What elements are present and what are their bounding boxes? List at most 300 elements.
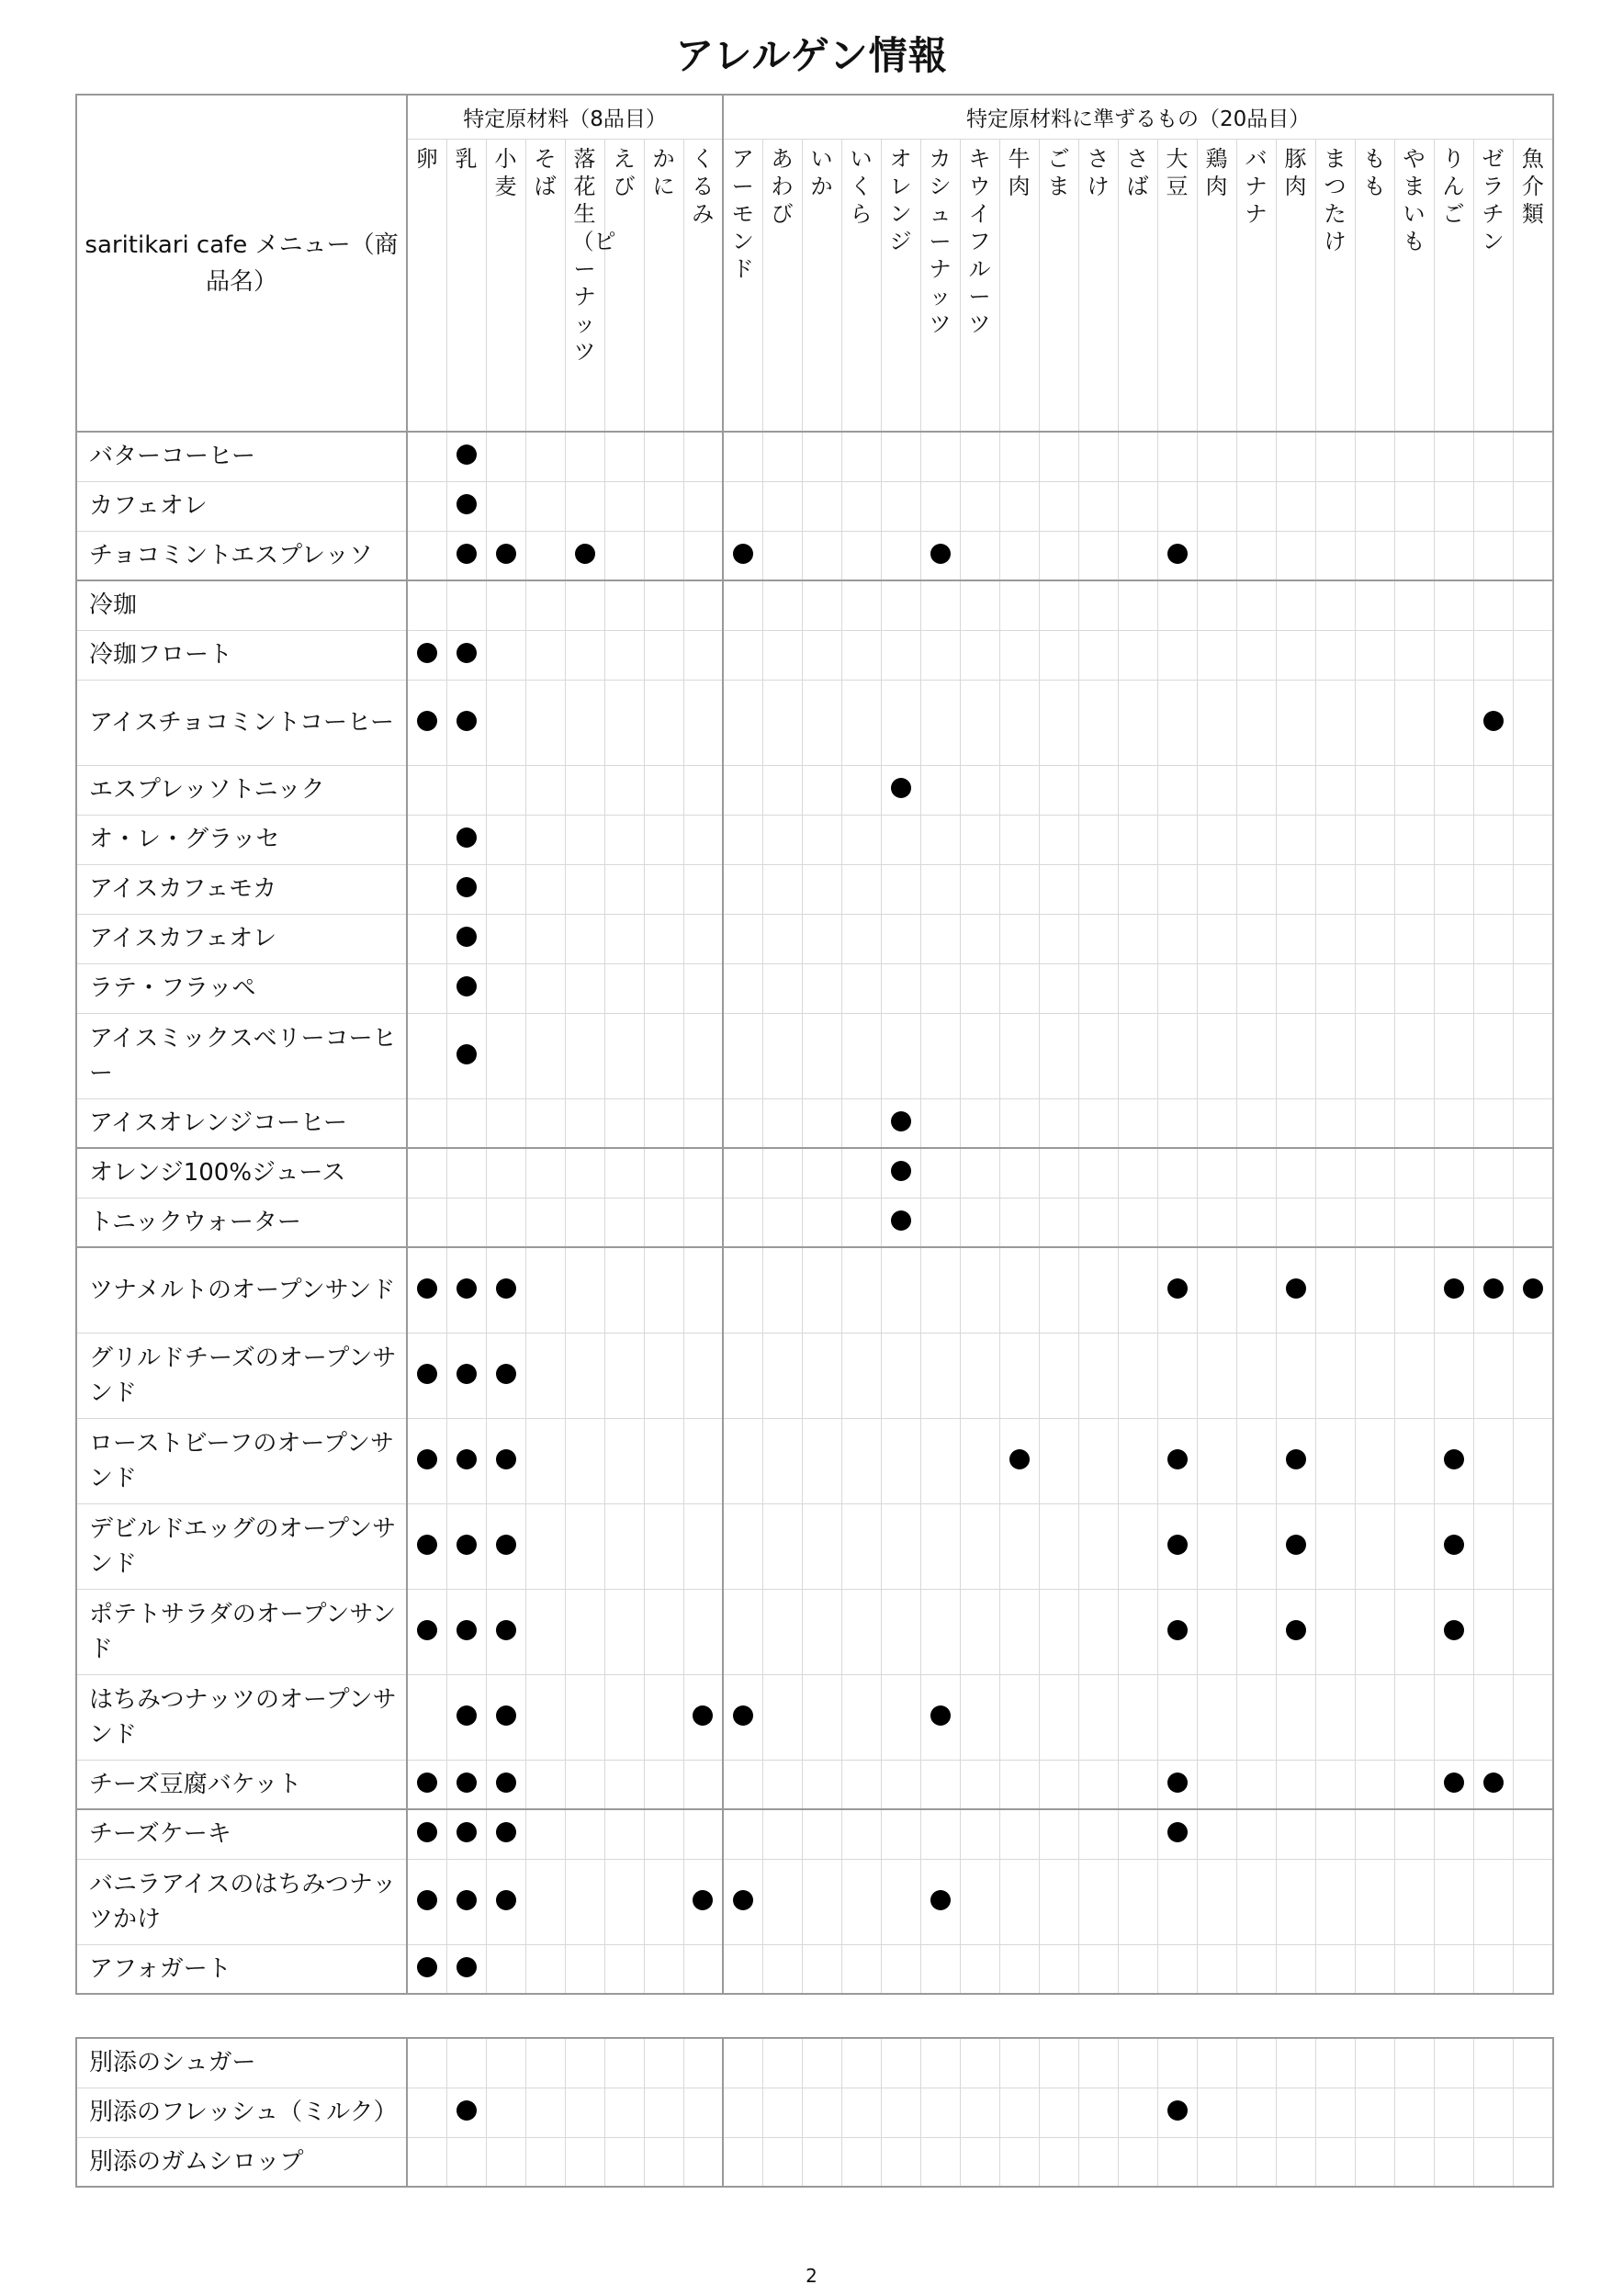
menu-item-name: ツナメルトのオープンサンド [76, 1247, 407, 1333]
allergen-cell [407, 481, 446, 531]
allergen-cell [802, 2137, 841, 2187]
allergen-cell [1197, 1589, 1236, 1674]
allergen-cell [1513, 815, 1553, 864]
allergen-cell [723, 1503, 762, 1589]
allergen-cell [1315, 630, 1355, 680]
allergen-cell [1118, 531, 1157, 580]
allergen-cell [1078, 1589, 1118, 1674]
allergen-cell [1078, 765, 1118, 815]
allergen-cell [1078, 1503, 1118, 1589]
allergen-cell [683, 1418, 723, 1503]
allergen-cell [486, 2038, 525, 2088]
allergen-cell [960, 580, 999, 630]
allergen-cell [644, 1013, 683, 1098]
allergen-cell [486, 432, 525, 481]
menu-item-name: はちみつナッツのオープンサンド [76, 1674, 407, 1760]
allergen-header-17 [1078, 139, 1118, 432]
allergen-cell [1394, 815, 1434, 864]
allergen-cell [881, 1589, 920, 1674]
allergen-cell [1513, 1859, 1553, 1944]
allergen-cell [841, 1589, 881, 1674]
allergen-cell [644, 1944, 683, 1994]
allergen-cell [1513, 531, 1553, 580]
allergen-cell [1434, 765, 1473, 815]
allergen-cell [723, 914, 762, 963]
allergen-cell [525, 2137, 565, 2187]
allergen-cell [1315, 2137, 1355, 2187]
allergen-cell [683, 1013, 723, 1098]
allergen-cell [1197, 2088, 1236, 2137]
allergen-cell [1118, 1247, 1157, 1333]
allergen-mark-dot [496, 1822, 516, 1842]
allergen-cell [920, 1098, 960, 1148]
table-row [76, 963, 1553, 1013]
allergen-cell [1355, 1098, 1394, 1148]
allergen-cell [604, 2038, 644, 2088]
allergen-mark-dot [417, 1364, 437, 1384]
allergen-cell [1197, 680, 1236, 765]
allergen-cell [525, 1674, 565, 1760]
allergen-cell [1118, 815, 1157, 864]
allergen-cell [1473, 1589, 1513, 1674]
allergen-cell [1434, 1503, 1473, 1589]
allergen-cell [683, 864, 723, 914]
allergen-cell [1513, 1148, 1553, 1198]
allergen-cell [1315, 1674, 1355, 1760]
allergen-cell [1513, 2038, 1553, 2088]
allergen-cell [1236, 580, 1276, 630]
allergen-cell [1197, 1859, 1236, 1944]
allergen-cell [1473, 2038, 1513, 2088]
allergen-cell [1473, 1809, 1513, 1859]
allergen-cell [604, 815, 644, 864]
allergen-header-23 [1315, 139, 1355, 432]
allergen-cell [999, 680, 1039, 765]
menu-item-name: アイスオレンジコーヒー [76, 1098, 407, 1148]
allergen-cell [1394, 1760, 1434, 1809]
allergen-cell [1157, 580, 1197, 630]
allergen-cell [1236, 963, 1276, 1013]
group-header-quasi [723, 95, 1553, 139]
allergen-label: くるみ [692, 145, 715, 227]
allergen-cell [1039, 765, 1078, 815]
allergen-cell [1197, 1247, 1236, 1333]
page-number: 2 [806, 2265, 817, 2287]
allergen-mark-dot [496, 544, 516, 564]
allergen-cell [446, 2038, 486, 2088]
allergen-label: ごま [1047, 145, 1070, 199]
allergen-cell [1078, 1013, 1118, 1098]
allergen-cell [1118, 481, 1157, 531]
allergen-cell [446, 815, 486, 864]
allergen-cell [960, 914, 999, 963]
table-row [76, 1148, 1553, 1198]
allergen-cell [1394, 1859, 1434, 1944]
allergen-mark-dot [417, 1822, 437, 1842]
allergen-mark-dot [1483, 1278, 1504, 1299]
allergen-cell [1078, 1809, 1118, 1859]
allergen-cell [1039, 1198, 1078, 1247]
allergen-cell [683, 1674, 723, 1760]
allergen-cell [841, 1098, 881, 1148]
allergen-cell [683, 1859, 723, 1944]
allergen-cell [1197, 1198, 1236, 1247]
allergen-cell [1355, 1198, 1394, 1247]
allergen-cell [604, 765, 644, 815]
allergen-cell [407, 1674, 446, 1760]
allergen-mark-dot [496, 1449, 516, 1469]
allergen-cell [1315, 2038, 1355, 2088]
allergen-mark-dot [1444, 1278, 1464, 1299]
allergen-cell [1157, 1333, 1197, 1418]
allergen-cell [1078, 2038, 1118, 2088]
allergen-cell [1276, 1247, 1315, 1333]
allergen-cell [762, 1198, 802, 1247]
allergen-mark-dot [1167, 1773, 1188, 1793]
allergen-cell [1315, 1198, 1355, 1247]
allergen-cell [881, 1760, 920, 1809]
allergen-cell [1315, 815, 1355, 864]
group-header-specific [407, 95, 723, 139]
allergen-cell [1276, 765, 1315, 815]
allergen-cell [920, 432, 960, 481]
allergen-header-16 [1039, 139, 1078, 432]
menu-item-name: グリルドチーズのオープンサンド [76, 1333, 407, 1418]
allergen-cell [446, 1418, 486, 1503]
allergen-cell [1157, 1418, 1197, 1503]
allergen-cell [802, 680, 841, 765]
allergen-cell [999, 1098, 1039, 1148]
table-row [76, 1198, 1553, 1247]
allergen-cell [1039, 1674, 1078, 1760]
allergen-cell [1118, 1418, 1157, 1503]
allergen-cell [881, 1418, 920, 1503]
allergen-cell [1039, 2137, 1078, 2187]
menu-item-name: チョコミントエスプレッソ [76, 531, 407, 580]
allergen-cell [644, 815, 683, 864]
allergen-cell [881, 432, 920, 481]
allergen-cell [1276, 1418, 1315, 1503]
allergen-cell [999, 1247, 1039, 1333]
allergen-cell [407, 432, 446, 481]
allergen-cell [841, 1674, 881, 1760]
allergen-cell [486, 1148, 525, 1198]
allergen-mark-dot [1444, 1449, 1464, 1469]
allergen-cell [525, 1333, 565, 1418]
allergen-cell [1394, 864, 1434, 914]
allergen-cell [644, 864, 683, 914]
allergen-cell [446, 680, 486, 765]
allergen-cell [1197, 531, 1236, 580]
allergen-cell [1276, 1098, 1315, 1148]
allergen-cell [802, 481, 841, 531]
allergen-cell [1197, 481, 1236, 531]
table-row [76, 1674, 1553, 1760]
allergen-cell [1039, 481, 1078, 531]
allergen-mark-dot [496, 1535, 516, 1555]
allergen-cell [920, 531, 960, 580]
allergen-cell [683, 963, 723, 1013]
allergen-cell [1315, 914, 1355, 963]
allergen-cell [486, 1247, 525, 1333]
allergen-header-6 [644, 139, 683, 432]
allergen-cell [604, 864, 644, 914]
allergen-cell [1276, 1198, 1315, 1247]
allergen-cell [565, 1013, 604, 1098]
allergen-cell [1355, 432, 1394, 481]
allergen-cell [683, 2038, 723, 2088]
allergen-cell [1473, 1944, 1513, 1994]
allergen-cell [1039, 1859, 1078, 1944]
allergen-cell [1355, 481, 1394, 531]
allergen-cell [841, 2088, 881, 2137]
allergen-cell [1157, 914, 1197, 963]
allergen-cell [1276, 1148, 1315, 1198]
allergen-cell [1513, 1198, 1553, 1247]
allergen-label: 牛肉 [1008, 145, 1031, 199]
allergen-cell [604, 1809, 644, 1859]
allergen-cell [1513, 481, 1553, 531]
allergen-cell [446, 864, 486, 914]
allergen-cell [407, 2088, 446, 2137]
allergen-cell [604, 2137, 644, 2187]
allergen-cell [999, 1418, 1039, 1503]
table-row [76, 1013, 1553, 1098]
allergen-cell [1473, 963, 1513, 1013]
allergen-cell [1355, 630, 1394, 680]
allergen-cell [1236, 531, 1276, 580]
menu-item-name: アイスカフェモカ [76, 864, 407, 914]
allergen-cell [1118, 1859, 1157, 1944]
allergen-cell [762, 963, 802, 1013]
allergen-cell [446, 1589, 486, 1674]
allergen-label: えび [613, 145, 636, 199]
allergen-cell [446, 765, 486, 815]
allergen-cell [841, 765, 881, 815]
allergen-cell [604, 1013, 644, 1098]
allergen-cell [723, 765, 762, 815]
allergen-mark-dot [1483, 1773, 1504, 1793]
allergen-cell [1513, 1809, 1553, 1859]
table-row [76, 481, 1553, 531]
allergen-cell [920, 481, 960, 531]
allergen-mark-dot [1167, 1620, 1188, 1640]
allergen-cell [1118, 432, 1157, 481]
allergen-header-11 [841, 139, 881, 432]
allergen-mark-dot [891, 1161, 911, 1181]
allergen-cell [881, 630, 920, 680]
allergen-cell [1276, 1589, 1315, 1674]
allergen-cell [486, 1333, 525, 1418]
allergen-cell [723, 1098, 762, 1148]
allergen-cell [723, 1198, 762, 1247]
allergen-cell [1078, 2088, 1118, 2137]
allergen-cell [1276, 815, 1315, 864]
allergen-cell [881, 815, 920, 864]
allergen-cell [1355, 1859, 1394, 1944]
allergen-cell [802, 1247, 841, 1333]
allergen-cell [881, 864, 920, 914]
allergen-cell [881, 680, 920, 765]
allergen-mark-dot [1444, 1620, 1464, 1640]
allergen-cell [723, 1013, 762, 1098]
allergen-cell [1236, 1809, 1276, 1859]
allergen-cell [881, 914, 920, 963]
allergen-label: まつたけ [1324, 145, 1347, 254]
allergen-cell [604, 1760, 644, 1809]
allergen-mark-dot [1286, 1449, 1306, 1469]
allergen-cell [1236, 481, 1276, 531]
allergen-cell [802, 2088, 841, 2137]
allergen-cell [999, 914, 1039, 963]
allergen-cell [604, 1418, 644, 1503]
allergen-cell [802, 1098, 841, 1148]
allergen-cell [1236, 1418, 1276, 1503]
allergen-mark-dot [1286, 1278, 1306, 1299]
allergen-cell [841, 1944, 881, 1994]
allergen-cell [881, 2038, 920, 2088]
allergen-cell [960, 1503, 999, 1589]
allergen-mark-dot [417, 1773, 437, 1793]
allergen-header-24 [1355, 139, 1394, 432]
allergen-cell [525, 1013, 565, 1098]
allergen-cell [525, 963, 565, 1013]
allergen-cell [407, 1198, 446, 1247]
allergen-cell [999, 481, 1039, 531]
allergen-cell [920, 1418, 960, 1503]
allergen-cell [1513, 580, 1553, 630]
allergen-cell [604, 1198, 644, 1247]
allergen-cell [1394, 1944, 1434, 1994]
allergen-cell [446, 1333, 486, 1418]
allergen-cell [565, 1859, 604, 1944]
allergen-cell [683, 1198, 723, 1247]
allergen-cell [1078, 1148, 1118, 1198]
allergen-cell [802, 531, 841, 580]
allergen-mark-dot [496, 1705, 516, 1726]
allergen-cell [1315, 864, 1355, 914]
allergen-cell [762, 1674, 802, 1760]
allergen-cell [1315, 1333, 1355, 1418]
allergen-cell [683, 1944, 723, 1994]
allergen-cell [723, 815, 762, 864]
allergen-mark-dot [1286, 1535, 1306, 1555]
allergen-cell [644, 1333, 683, 1418]
allergen-cell [1394, 765, 1434, 815]
allergen-cell [565, 1503, 604, 1589]
allergen-cell [1039, 1760, 1078, 1809]
allergen-cell [999, 432, 1039, 481]
allergen-cell [960, 680, 999, 765]
allergen-cell [1434, 1944, 1473, 1994]
allergen-cell [841, 914, 881, 963]
allergen-cell [999, 864, 1039, 914]
allergen-mark-dot [456, 711, 477, 731]
allergen-cell [446, 481, 486, 531]
allergen-cell [1473, 765, 1513, 815]
allergen-cell [1276, 1760, 1315, 1809]
allergen-cell [1236, 1944, 1276, 1994]
allergen-cell [525, 630, 565, 680]
allergen-cell [999, 1503, 1039, 1589]
allergen-cell [1236, 1013, 1276, 1098]
allergen-cell [1513, 1247, 1553, 1333]
allergen-cell [644, 1760, 683, 1809]
allergen-cell [1473, 580, 1513, 630]
table-row [76, 1859, 1553, 1944]
allergen-cell [1236, 2038, 1276, 2088]
allergen-cell [1394, 1198, 1434, 1247]
allergen-cell [683, 815, 723, 864]
allergen-cell [407, 2137, 446, 2187]
allergen-cell [762, 432, 802, 481]
allergen-cell [1355, 2038, 1394, 2088]
allergen-cell [446, 1098, 486, 1148]
allergen-cell [644, 630, 683, 680]
allergen-cell [960, 1418, 999, 1503]
allergen-cell [565, 1809, 604, 1859]
allergen-cell [1157, 1589, 1197, 1674]
allergen-cell [565, 914, 604, 963]
allergen-cell [1236, 432, 1276, 481]
allergen-cell [644, 1098, 683, 1148]
allergen-cell [802, 580, 841, 630]
allergen-cell [1157, 963, 1197, 1013]
allergen-cell [1078, 864, 1118, 914]
allergen-cell [841, 815, 881, 864]
allergen-cell [920, 1859, 960, 1944]
allergen-cell [1276, 680, 1315, 765]
allergen-cell [1118, 1503, 1157, 1589]
allergen-cell [407, 531, 446, 580]
allergen-cell [565, 1148, 604, 1198]
allergen-mark-dot [496, 1773, 516, 1793]
allergen-cell [486, 1589, 525, 1674]
allergen-header-14 [960, 139, 999, 432]
allergen-cell [1473, 531, 1513, 580]
allergen-cell [920, 815, 960, 864]
allergen-cell [486, 1859, 525, 1944]
allergen-cell [1078, 815, 1118, 864]
allergen-cell [1197, 1098, 1236, 1148]
allergen-cell [446, 1013, 486, 1098]
page-title: アレルゲン情報 [675, 33, 948, 78]
allergen-cell [1473, 481, 1513, 531]
allergen-cell [604, 1247, 644, 1333]
allergen-cell [683, 1503, 723, 1589]
allergen-cell [1039, 1809, 1078, 1859]
allergen-label: かに [652, 145, 675, 199]
allergen-cell [1197, 580, 1236, 630]
allergen-cell [1434, 2137, 1473, 2187]
allergen-cell [1355, 2088, 1394, 2137]
allergen-cell [1473, 1859, 1513, 1944]
allergen-cell [1394, 1418, 1434, 1503]
allergen-cell [486, 1098, 525, 1148]
allergen-cell [1355, 580, 1394, 630]
allergen-cell [802, 1148, 841, 1198]
allergen-cell [1434, 1198, 1473, 1247]
allergen-table [75, 94, 1554, 1995]
allergen-cell [723, 1333, 762, 1418]
allergen-cell [802, 2038, 841, 2088]
allergen-cell [1118, 765, 1157, 815]
allergen-cell [1197, 765, 1236, 815]
allergen-cell [1513, 1418, 1553, 1503]
allergen-cell [604, 1503, 644, 1589]
allergen-cell [723, 531, 762, 580]
allergen-cell [1118, 680, 1157, 765]
